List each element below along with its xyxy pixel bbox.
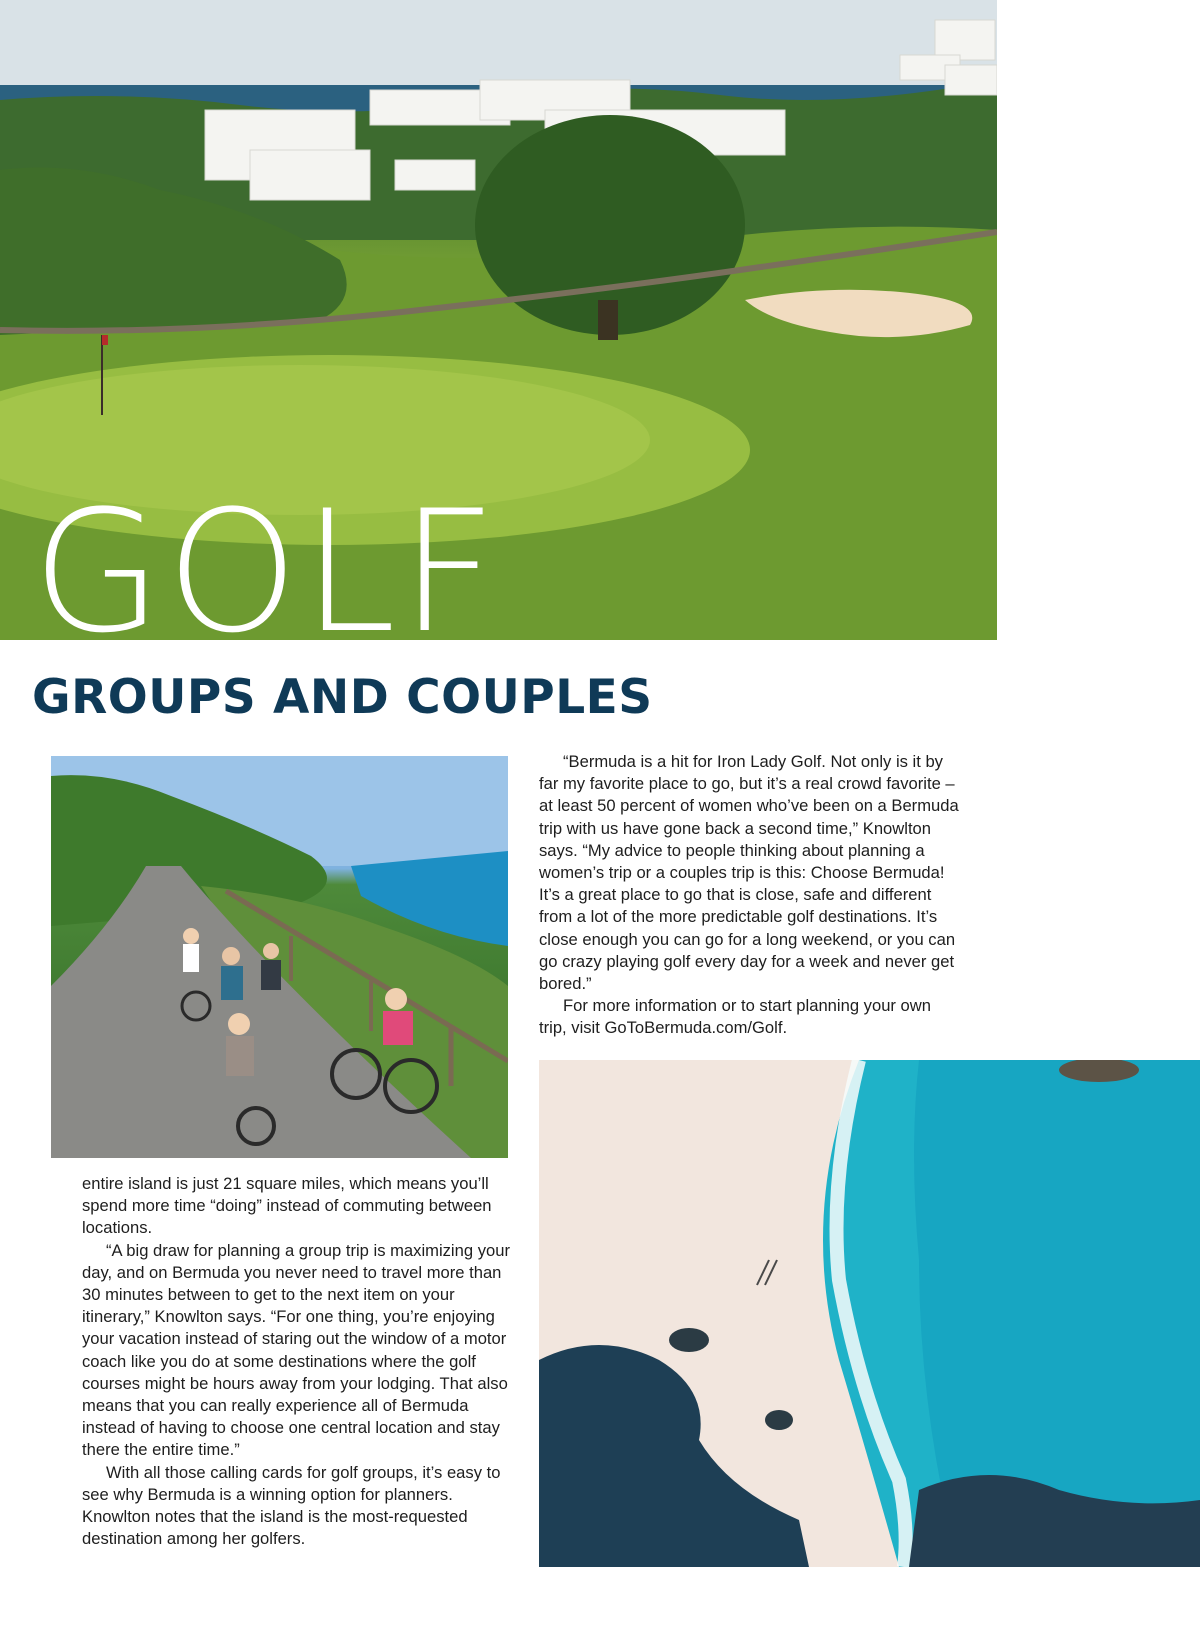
hero-golf-photo — [0, 0, 997, 640]
beach-aerial-illustration — [539, 1060, 1200, 1567]
left-paragraph: With all those calling cards for golf groups, it’s easy to see why Bermuda is a winning option for planners. Knowlton notes that the island is the most-requested destination among her golfers. — [82, 1462, 501, 1549]
beach-aerial-photo — [539, 1060, 1200, 1567]
right-text-column — [539, 751, 959, 1040]
cycling-photo — [51, 756, 508, 1158]
right-paragraph: For more information or to start planning your own trip, visit GoToBermuda.com/Golf. — [539, 996, 931, 1038]
section-title: GROUPS AND COUPLES — [32, 670, 653, 725]
cycling-path-illustration — [51, 756, 508, 1158]
left-paragraph: “A big draw for planning a group trip is maximizing your day, and on Bermuda you never need to travel more than 30 minutes between to get to the next item on your itinerary,” Knowlton says. “For one thing, you’re enjoying your vacation instead of staring out the window of a motor coach like you do at some destinations where the golf courses might be hours away from your lodging. That also means that you can really experience all of Bermuda instead of having to choose one central location and stay there the entire time.” — [82, 1240, 510, 1460]
left-paragraph: entire island is just 21 square miles, which means you’ll spend more time “doing” instead of commuting between locations. — [82, 1174, 492, 1238]
hero-title-golf: GOLF — [32, 474, 501, 640]
right-paragraph: “Bermuda is a hit for Iron Lady Golf. Not only is it by far my favorite place to go, but it’s a real crowd favorite – at least 50 percent of women who’ve been on a Bermuda trip with us have gone back a second time,” Knowlton says. “My advice to people thinking about planning a women’s trip or a couples trip is this: Choose Bermuda! It’s a great place to go that is close, safe and different from a lot of the more predictable golf destinations. It’s close enough you can go for a long weekend, or you can go crazy playing golf every day for a week and never get bored.” — [539, 752, 959, 994]
left-text-column — [82, 1173, 514, 1550]
